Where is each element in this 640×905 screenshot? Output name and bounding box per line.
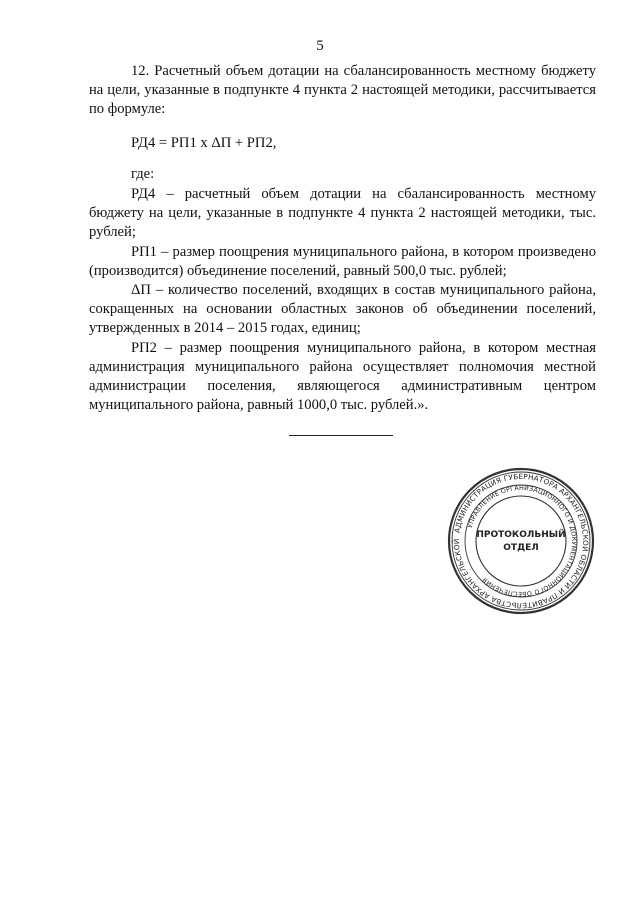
- stamp-seal: [447, 467, 595, 615]
- formula: РД4 = РП1 х ΔП + РП2,: [131, 134, 277, 151]
- svg-text:УПРАВЛЕНИЕ ОРГАНИЗАЦИОННОГО И: УПРАВЛЕНИЕ ОРГАНИЗАЦИОННОГО И ДОКУМЕНТАЦИОННОГО ОБЕСПЕЧЕНИЯ: [466, 484, 578, 598]
- definition-rp2: РП2 – размер поощрения муниципального района, в котором местная администрация муниципального района осуществляет полномочия местной администрации поселения, являющегося административным центром муниципального района, равный 1000,0 тыс. рублей.».: [89, 339, 596, 414]
- definition-delta-p: ΔП – количество поселений, входящих в состав муниципального района, сокращенных на основании областных законов об объединении поселений, утвержденных в 2014 – 2015 годах, единиц;: [89, 282, 596, 337]
- stamp-center-line1: ПРОТОКОЛЬНЫЙ: [476, 530, 566, 540]
- paragraph-12-intro: 12. Расчетный объем дотации на сбалансированность местному бюджету на цели, указанные в подпункте 4 пункта 2 настоящей методики, рассчитывается по формуле:: [89, 63, 596, 118]
- svg-text:АДМИНИСТРАЦИЯ ГУБЕРНАТОРА АРХА: АДМИНИСТРАЦИЯ ГУБЕРНАТОРА АРХАНГЕЛЬСКОЙ ОБЛАСТИ И ПРАВИТЕЛЬСТВА АРХАНГЕЛЬСКОЙ: [451, 471, 591, 611]
- where-label: где:: [131, 165, 155, 182]
- stamp-center-line2: ОТДЕЛ: [503, 543, 539, 553]
- definition-rd4: РД4 – расчетный объем дотации на сбалансированность местному бюджету на цели, указанные в подпункте 4 пункта 2 настоящей методики, тыс. рублей;: [89, 186, 596, 241]
- separator-line: [289, 435, 393, 436]
- page-number: 5: [316, 38, 324, 54]
- official-stamp: [447, 467, 595, 615]
- document-body: [89, 62, 596, 415]
- definition-rp1: РП1 – размер поощрения муниципального района, в котором произведено (производится) объединение поселений, равный 500,0 тыс. рублей;: [89, 243, 596, 279]
